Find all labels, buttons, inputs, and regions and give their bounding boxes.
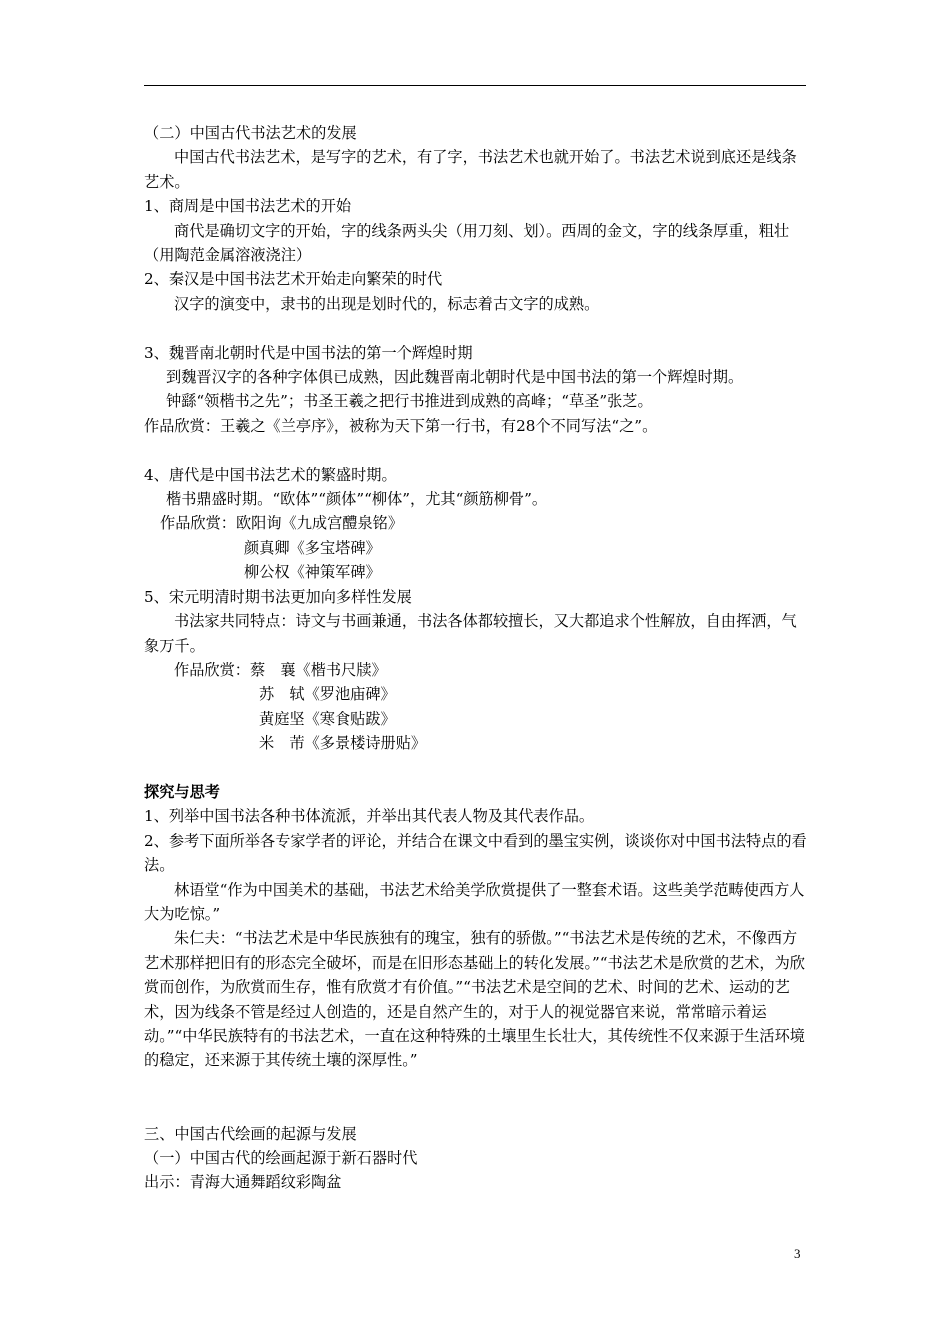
document-body <box>144 121 808 1195</box>
period-text-shang-zhou <box>144 219 808 268</box>
period-text-qin-han: 汉字的演变中，隶书的出现是划时代的，标志着古文字的成熟。 <box>174 294 600 313</box>
period-text-wei-jin-masters: 钟繇“领楷书之先”；书圣王羲之把行书推进到成熟的高峰；“草圣”张芝。 <box>166 392 653 411</box>
quote-zhu-renfu <box>144 926 808 1072</box>
period-works-song-2: 苏 轼《罗池庙碑》 <box>259 685 396 704</box>
quote-zhu-renfu-text: 朱仁夫：“书法艺术是中华民族独有的瑰宝，独有的骄傲。”“书法艺术是传统的艺术，不像西方艺术那样把旧有的形态完全破坏，而是在旧形态基础上的转化发展。”“书法艺术是欣赏的艺术，为欣赏而创作，为欣赏而生存，惟有欣赏才有价值。”“书法艺术是空间的艺术、时间的艺术、运动的艺术，因为线条不管是经过人创造的，还是自然产生的，对于人的视觉器官来说，常常暗示着运动。”“中华民族特有的书法艺术，一直在这种特殊的土壤里生长壮大，其传统性不仅来源于生活环境的稳定，还来源于其传统土壤的深厚性。” <box>144 929 805 1070</box>
explore-question-1: 1、列举中国书法各种书体流派，并举出其代表人物及其代表作品。 <box>144 807 595 826</box>
blank-line <box>144 438 808 462</box>
period-text-shang-zhou-content: 商代是确切文字的开始，字的线条两头尖（用刀刻、划）。西周的金文，字的线条厚重，粗壮（用陶范金属溶液浇注） <box>144 221 790 265</box>
period-works-song-3: 黄庭坚《寒食贴跋》 <box>259 709 396 728</box>
section-heading-painting: 三、中国古代绘画的起源与发展 <box>144 1124 357 1143</box>
period-works-tang-1: 作品欣赏：欧阳询《九成宫醴泉铭》 <box>160 514 403 533</box>
period-title-song-yuan-ming-qing: 5、宋元明清时期书法更加向多样性发展 <box>144 587 412 606</box>
quote-lin-yutang <box>144 878 808 927</box>
blank-line <box>144 1097 808 1121</box>
period-title-qin-han: 2、秦汉是中国书法艺术开始走向繁荣的时代 <box>144 270 443 289</box>
period-works-song-1: 作品欣赏：蔡 襄《楷书尺牍》 <box>174 660 387 679</box>
quote-lin-yutang-text: 林语堂“作为中国美术的基础，书法艺术给美学欣赏提供了一整套术语。这些美学范畴使西方人大为吃惊。” <box>144 880 805 923</box>
period-text-wei-jin: 到魏晋汉字的各种字体俱已成熟，因此魏晋南北朝时代是中国书法的第一个辉煌时期。 <box>166 368 744 387</box>
period-title-tang: 4、唐代是中国书法艺术的繁盛时期。 <box>144 465 397 484</box>
period-works-tang-3: 柳公权《神策军碑》 <box>244 563 381 582</box>
period-works-song-4: 米 芾《多景楼诗册贴》 <box>259 734 427 753</box>
explore-heading: 探究与思考 <box>144 782 220 801</box>
period-text-tang: 楷书鼎盛时期。“欧体”“颜体”“柳体”，尤其“颜筋柳骨”。 <box>166 490 548 509</box>
blank-line <box>144 316 808 340</box>
section-intro-text: 中国古代书法艺术，是写字的艺术，有了字，书法艺术也就开始了。书法艺术说到底还是线条艺术。 <box>144 148 797 191</box>
explore-question-2: 2、参考下面所举各专家学者的评论，并结合在课文中看到的墨宝实例，谈谈你对中国书法特点的看法。 <box>144 831 807 875</box>
period-text-song-yuan-ming-qing <box>144 609 808 658</box>
subsection-heading-painting-origin: （一）中国古代的绘画起源于新石器时代 <box>144 1148 418 1167</box>
page-number: 3 <box>794 1246 801 1261</box>
exhibit-note: 出示：青海大通舞蹈纹彩陶盆 <box>144 1173 342 1192</box>
period-text-song-content: 书法家共同特点：诗文与书画兼通，书法各体都较擅长，又大都追求个性解放，自由挥洒，气象万千。 <box>144 612 797 655</box>
period-title-shang-zhou: 1、商周是中国书法艺术的开始 <box>144 197 352 216</box>
period-works-tang-2: 颜真卿《多宝塔碑》 <box>244 538 381 557</box>
section-intro <box>144 145 808 194</box>
period-works-wei-jin: 作品欣赏：王羲之《兰亭序》，被称为天下第一行书，有28个不同写法“之”。 <box>144 416 658 435</box>
header-rule <box>144 85 806 86</box>
blank-line <box>144 756 808 780</box>
blank-line <box>144 1073 808 1097</box>
period-title-wei-jin: 3、魏晋南北朝时代是中国书法的第一个辉煌时期 <box>144 343 473 362</box>
section-heading-calligraphy: （二）中国古代书法艺术的发展 <box>144 124 357 142</box>
